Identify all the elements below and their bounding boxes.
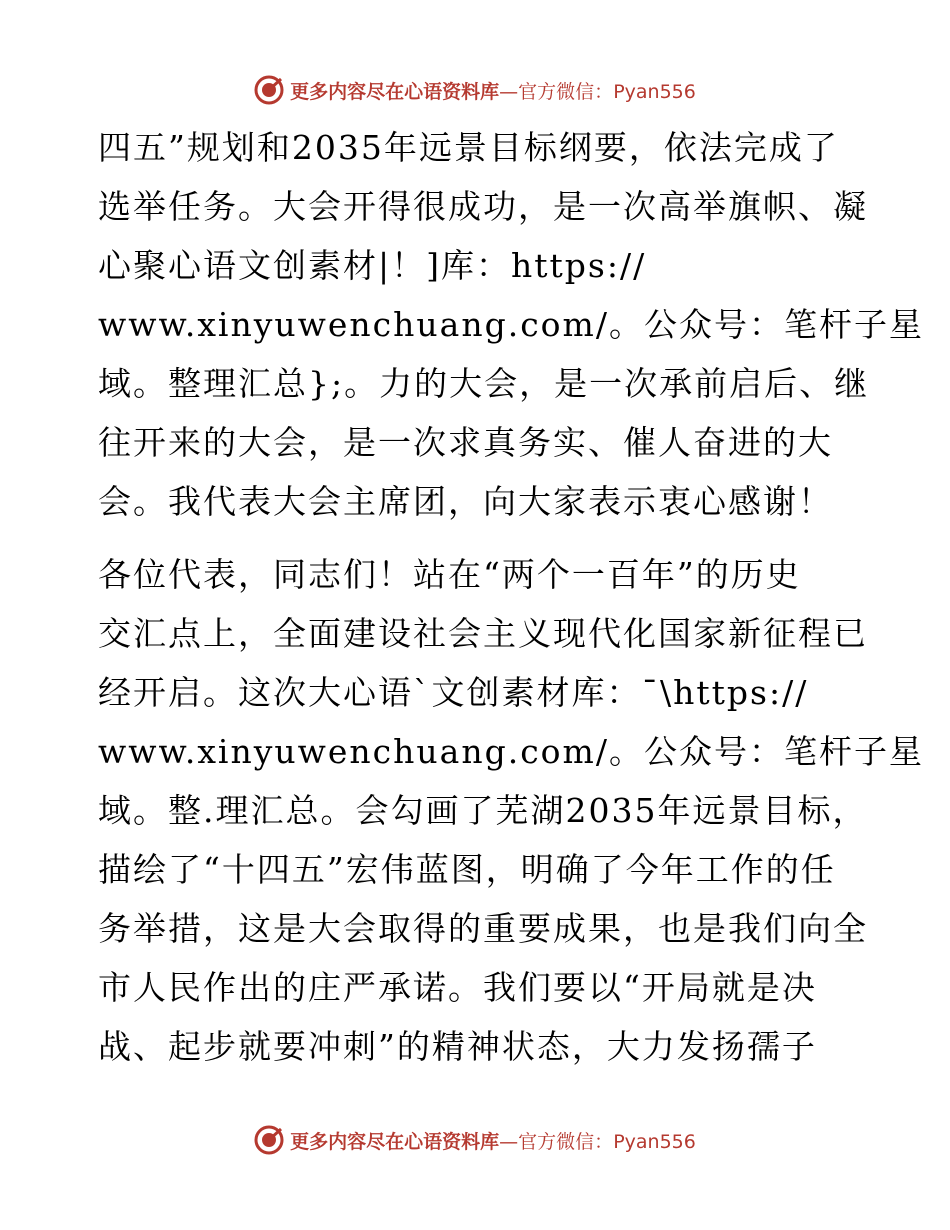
text-line: 域。整理汇总};。力的大会，是一次承前启后、继 bbox=[98, 364, 870, 403]
text-line: 会。我代表大会主席团，向大家表示衷心感谢！ bbox=[98, 482, 833, 521]
paragraph-1 bbox=[98, 118, 924, 531]
document-body bbox=[98, 118, 924, 1076]
text-line: 各位代表，同志们！站在“两个一百年”的历史 bbox=[98, 555, 801, 594]
brand-logo-icon bbox=[254, 75, 284, 105]
text-line: 经开启。这次大心语`文创素材库：¯\https:// bbox=[98, 673, 809, 712]
paragraph-2 bbox=[98, 545, 924, 1076]
text-line: 务举措，这是大会取得的重要成果，也是我们向全 bbox=[98, 909, 868, 948]
footer-banner bbox=[0, 1120, 950, 1160]
text-line: 选举任务。大会开得很成功，是一次高举旗帜、凝 bbox=[98, 187, 868, 226]
header-banner bbox=[0, 70, 950, 110]
text-line: 往开来的大会，是一次求真务实、催人奋进的大 bbox=[98, 423, 833, 462]
paragraph-gap bbox=[98, 531, 878, 545]
text-line: 描绘了“十四五”宏伟蓝图，明确了今年工作的任 bbox=[98, 850, 836, 889]
header-dash: — bbox=[499, 80, 519, 103]
header-wechat-id: Pyan556 bbox=[613, 80, 696, 103]
footer-site-name: 更多内容尽在心语资料库 bbox=[290, 1130, 500, 1153]
footer-official-label: 官方微信： bbox=[518, 1130, 614, 1153]
header-official-label: 官方微信： bbox=[518, 80, 614, 103]
text-line: www.xinyuwenchuang.com/。公众号：笔杆子星 bbox=[98, 305, 924, 344]
text-line: www.xinyuwenchuang.com/。公众号：笔杆子星 bbox=[98, 732, 924, 771]
text-line: 四五”规划和2035年远景目标纲要，依法完成了 bbox=[98, 128, 839, 167]
text-line: 市人民作出的庄严承诺。我们要以“开局就是决 bbox=[98, 968, 817, 1007]
text-line: 域。整.理汇总。会勾画了芜湖2035年远景目标， bbox=[98, 791, 868, 830]
text-line: 心聚心语文创素材|！]库：https:// bbox=[98, 246, 647, 285]
header-site-name: 更多内容尽在心语资料库 bbox=[290, 80, 500, 103]
footer-banner-text bbox=[290, 1127, 696, 1154]
footer-wechat-id: Pyan556 bbox=[613, 1130, 696, 1153]
text-line: 交汇点上，全面建设社会主义现代化国家新征程已 bbox=[98, 614, 868, 653]
text-line: 战、起步就要冲刺”的精神状态，大力发扬孺子 bbox=[98, 1027, 817, 1066]
header-banner-text bbox=[290, 77, 696, 104]
footer-dash: — bbox=[499, 1130, 519, 1153]
brand-logo-icon bbox=[254, 1125, 284, 1155]
